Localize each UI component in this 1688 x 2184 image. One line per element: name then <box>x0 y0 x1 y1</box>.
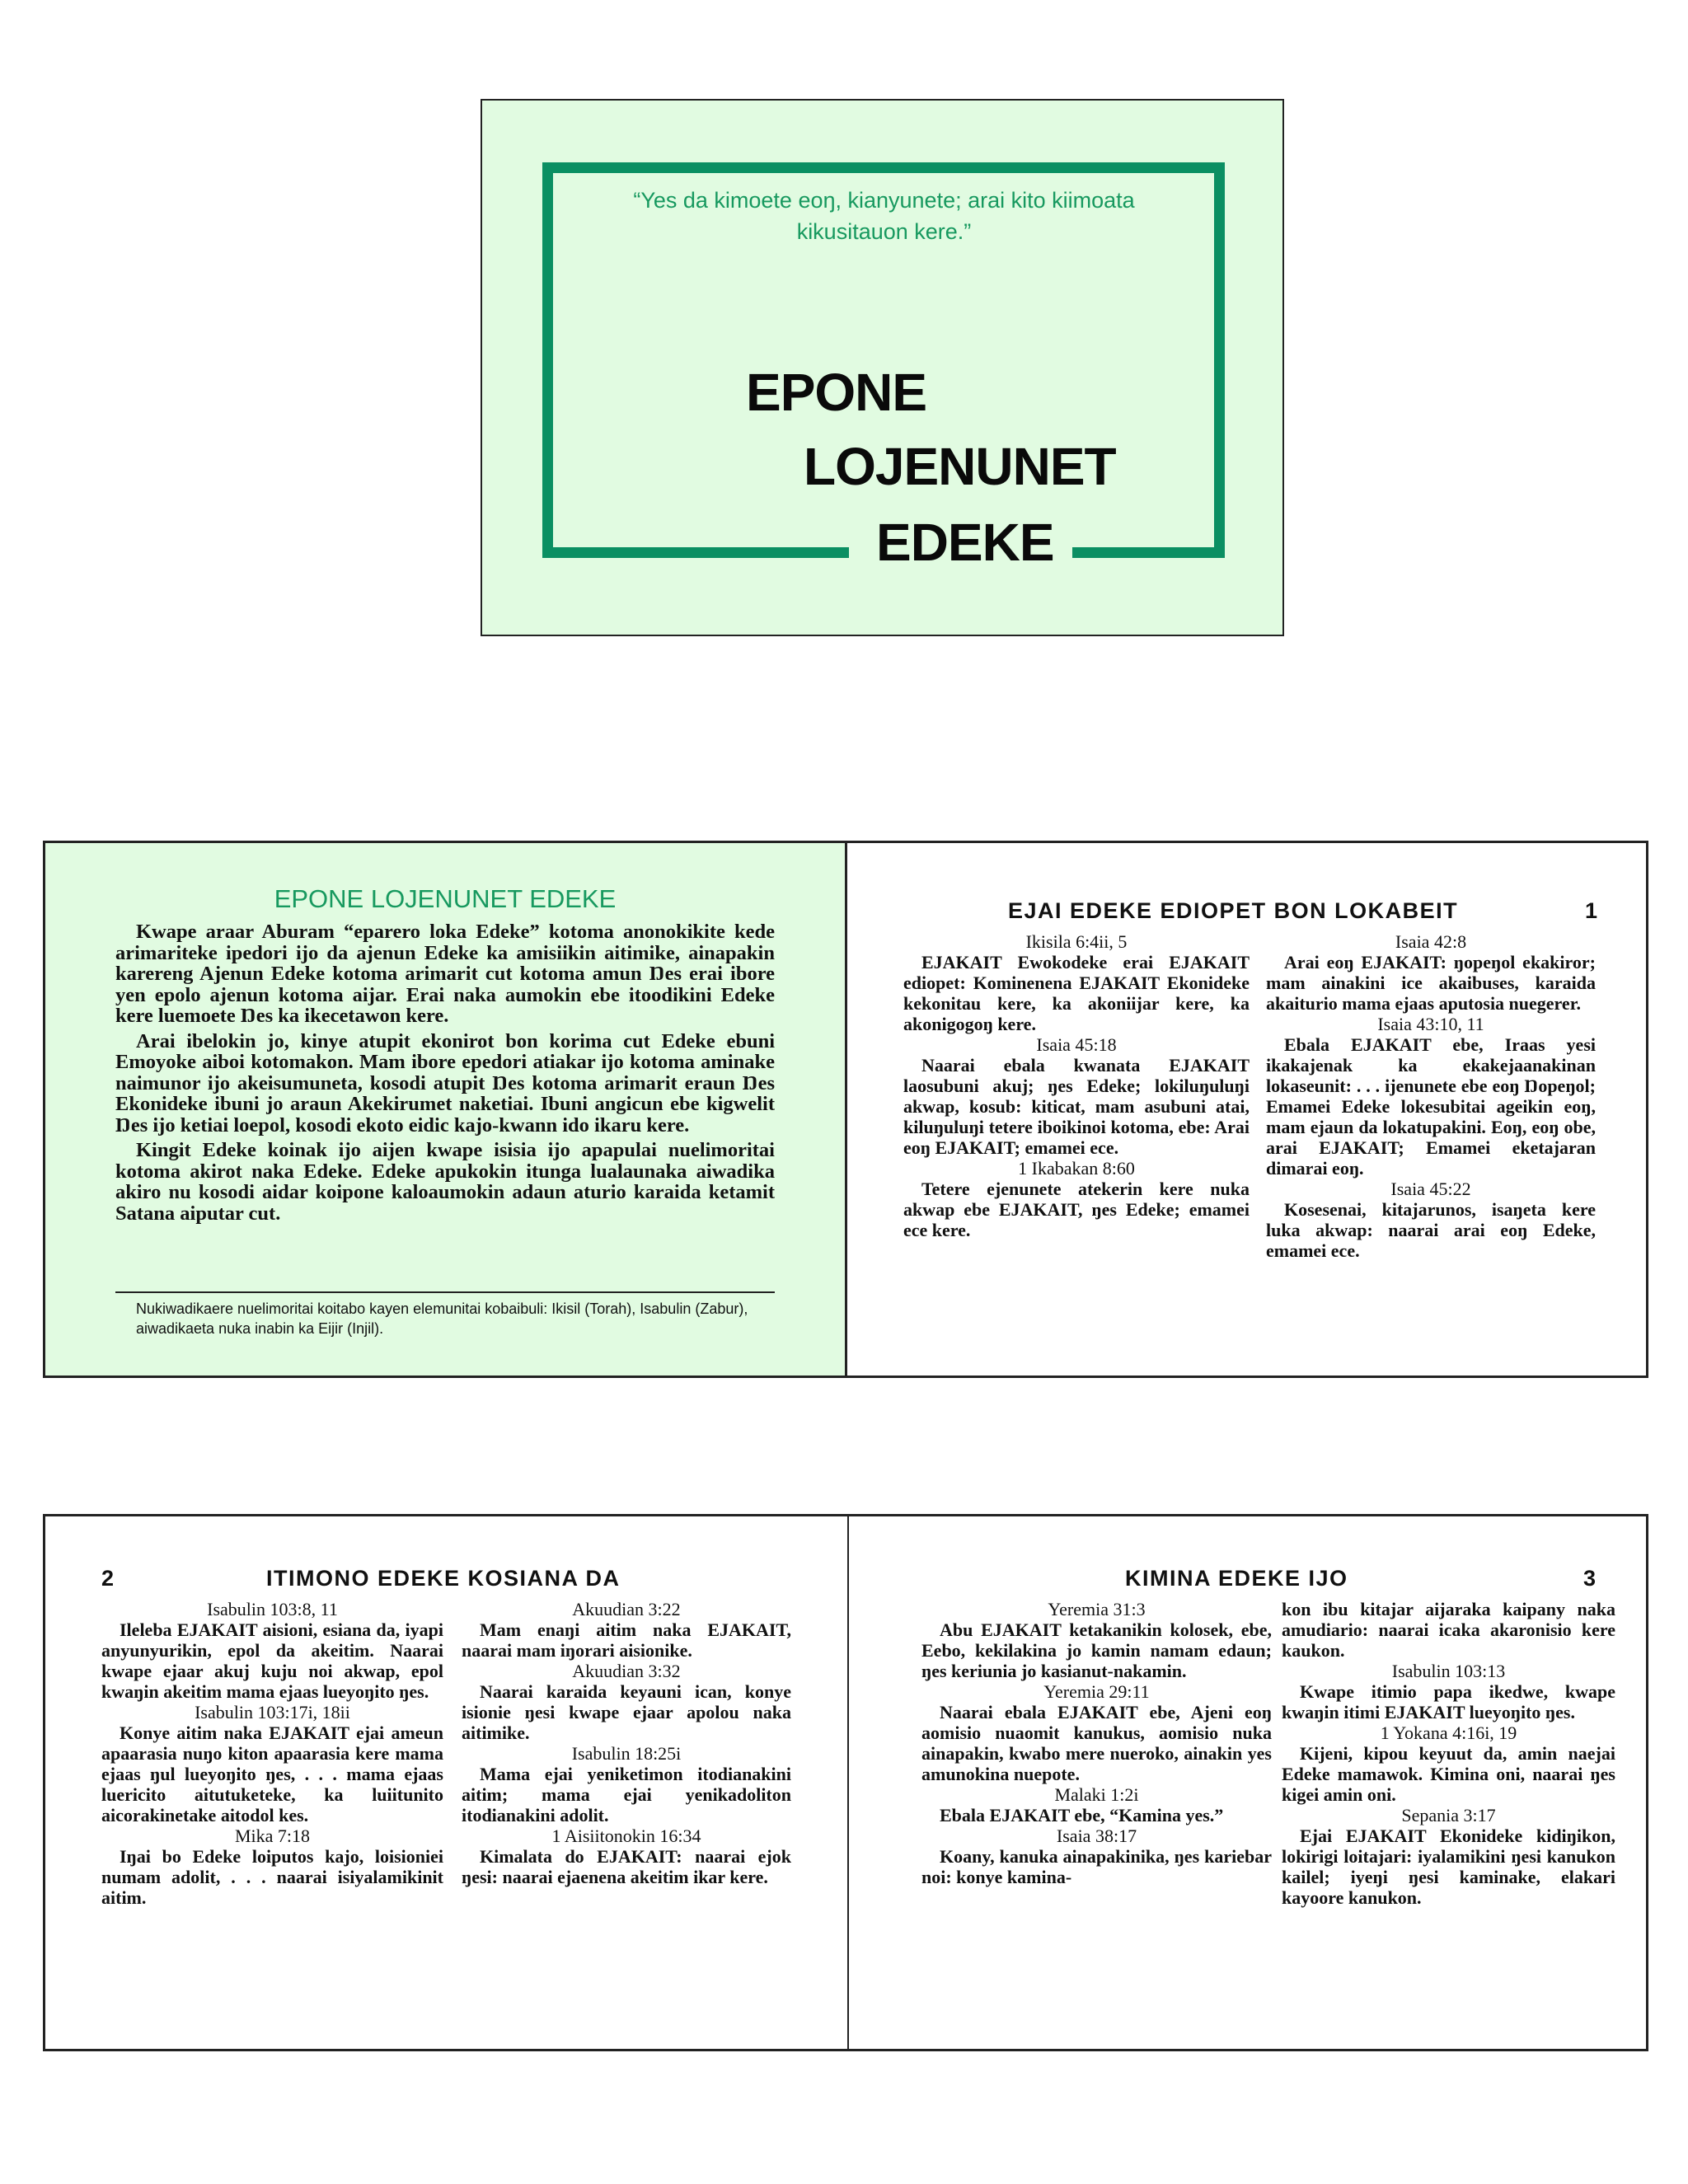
scripture-text: Ejai EJAKAIT Ekonideke kidiŋikon, lokirigi loitajari: iyalamikini ŋesi kanukon kailel; iyeŋi ŋesi kaminake, elakari kayoore kanukon. <box>1282 1825 1615 1908</box>
page-2-left-column <box>101 1599 443 1908</box>
scripture-reference: Isabulin 103:13 <box>1391 1661 1506 1681</box>
scripture-reference: Ikisila 6:4ii, 5 <box>1025 931 1128 952</box>
page-3-title: KIMINA EDEKE IJO <box>1125 1566 1348 1591</box>
scripture-text: Konye aitim naka EJAKAIT ejai ameun apaarasia nuŋo kiton apaarasia kere mama ejaas ŋul lueyoŋito ŋes, . . . mama ejaas luericito aitutuketeke, ka luiitunito aicorakinetake aitodol kes. <box>101 1722 443 1825</box>
scripture-reference: 1 Aisiitonokin 16:34 <box>551 1825 701 1846</box>
spread-divider <box>847 1516 849 2049</box>
scripture-text: Kimalata do EJAKAIT: naarai ejok ŋesi: naarai ejaenena akeitim ikar kere. <box>462 1846 791 1887</box>
page-2-number: 2 <box>101 1566 115 1591</box>
scripture-text: Koany, kanuka ainapakinika, ŋes kariebar noi: konye kamina- <box>921 1846 1272 1887</box>
footnote-divider <box>115 1291 775 1293</box>
cover-title-line-2: LOJENUNET <box>804 437 1116 496</box>
scripture-reference: Isaia 43:10, 11 <box>1377 1014 1484 1034</box>
scripture-text: Arai eoŋ EJAKAIT: ŋopeŋol ekakiror; mam ainakini ice akaibuses, karaida akaiturio mama ejaas aputosia nuegerer. <box>1266 952 1596 1014</box>
scripture-reference: Yeremia 31:3 <box>1048 1599 1146 1619</box>
scripture-text: Tetere ejenunete atekerin kere nuka akwap ebe EJAKAIT, ŋes Edeke; emamei ece kere. <box>903 1179 1250 1240</box>
intro-title: EPONE LOJENUNET EDEKE <box>274 884 617 913</box>
scripture-text: Abu EJAKAIT ketakanikin kolosek, ebe, Eebo, kekilakina jo kamin namam edaun; ŋes keriunia jo kasianut-nakamin. <box>921 1619 1272 1681</box>
scripture-text: Naarai ebala kwanata EJAKAIT laosubuni akuj; ŋes Edeke; lokiluŋuluŋi akwap, kosub: kiticat, mam asubuni atai, kiluŋuluŋi tetere iboikinoi kotoma, ebe: Arai eoŋ EJAKAIT; emamei ece. <box>903 1055 1250 1158</box>
scripture-text: Ileleba EJAKAIT aisioni, esiana da, iyapi anyunyurikin, epol da akeitim. Naarai kwape ejaar akuj kuju noi akwap, epol kwaŋin akeitim mama ejaas lueyoŋito ŋes. <box>101 1619 443 1702</box>
cover-title-line-3: EDEKE <box>876 513 1054 572</box>
page-1-panel <box>845 841 1648 1378</box>
scripture-reference: Isabulin 103:8, 11 <box>207 1599 338 1619</box>
page-1-left-column <box>903 931 1250 1240</box>
scripture-reference: Malaki 1:2i <box>1054 1784 1139 1805</box>
cover-card <box>481 99 1284 636</box>
scripture-reference: Akuudian 3:32 <box>572 1661 681 1681</box>
intro-paragraph: Arai ibelokin jo, kinye atupit ekonirot bon korima cut Edeke ebuni Emoyoke aiboi kotomakon. Mam ibore epedori atiakar ijo kotoma aminake naimunor ijo akeisumuneta, kosodi atupit Ŋes kotoma arimarit eraun Ŋes Ekonideke ibuni jo araun Akekirumet naketiai. Ibuni angicun ebe kigwelit Ŋes ijo ketiai loepol, kosodi ekoto eidic kajo-kwann ido ikaru kere. <box>115 1029 775 1137</box>
cover-frame-left-bar <box>542 162 553 558</box>
intro-footnote: Nukiwadikaere nuelimoritai koitabo kayen elemunitai kobaibuli: Ikisil (Torah), Isabulin (Zabur), aiwadikaeta nuka inabin ka Eijir (Injil). <box>136 1301 748 1337</box>
scripture-reference: Isaia 45:18 <box>1036 1034 1117 1055</box>
page-3-number: 3 <box>1583 1566 1597 1591</box>
scripture-reference: Isaia 38:17 <box>1056 1825 1137 1846</box>
scripture-reference: Isabulin 103:17i, 18ii <box>195 1702 350 1722</box>
page-1-number: 1 <box>1585 898 1598 923</box>
scripture-reference: 1 Ikabakan 8:60 <box>1018 1158 1135 1179</box>
intro-paragraph: Kingit Edeke koinak ijo aijen kwape isisia ijo apapulai nuelimoritai kotoma akirot naka Edeke. Edeke apukokin itunga lualaunaka aiwadika akiro nu kosodi aidar koipone kaloaumokin adaun aturio karaida ketamit Satana aiputar cut. <box>115 1139 775 1225</box>
scripture-reference: Mika 7:18 <box>234 1825 311 1846</box>
page-2-title: ITIMONO EDEKE KOSIANA DA <box>266 1566 621 1591</box>
pages-2-3-spread <box>43 1514 1648 2051</box>
intro-body <box>115 921 775 1228</box>
scripture-text: Naarai ebala EJAKAIT ebe, Ajeni eoŋ aomisio nuaomit kanukus, aomisio nuka ainapakin, kwabo mere nueroko, ainakin yes amunokina nuepote. <box>921 1702 1272 1784</box>
intro-panel <box>43 841 847 1378</box>
scripture-text: Mama ejai yeniketimon itodianakini aitim; mama ejai yenikadoliton itodianakini adolit. <box>462 1764 791 1825</box>
scripture-text: Naarai karaida keyauni ican, konye isionie ŋesi kwape ejaar apolou naka aitimike. <box>462 1681 791 1743</box>
cover-frame-bottom-right-bar <box>1072 547 1225 558</box>
scripture-reference: Isabulin 18:25i <box>571 1743 682 1764</box>
cover-frame-right-bar <box>1214 162 1225 558</box>
scripture-text: EJAKAIT Ewokodeke erai EJAKAIT ediopet: Kominenena EJAKAIT Ekonideke kekonitau kere, ka akoniijar kere, ka akonigogoŋ kere. <box>903 952 1250 1034</box>
scripture-text: Ebala EJAKAIT ebe, Iraas yesi ikakajenak ka ekakejaanakinan lokaseunit: . . . ijenunete ebe eoŋ Ŋopeŋol; Emamei Edeke lokesubitai ageikin eoŋ, mam ejaun da lokatupakini. Eoŋ, eoŋ obe, arai EJAKAIT; Emamei eketajaran dimarai eoŋ. <box>1266 1034 1596 1179</box>
scripture-text: Iŋai bo Edeke loiputos kajo, loisioniei numam adolit, . . . naarai isiyalamikinit aitim. <box>101 1846 443 1908</box>
scripture-text: Mam enaŋi aitim naka EJAKAIT, naarai mam iŋorari aisionike. <box>462 1619 791 1661</box>
intro-paragraph: Kwape araar Aburam “eparero loka Edeke” kotoma anonokikite kede arimariteke ipedori ijo da ajenun Edeke ka amisiikin aitimike, ainapakin karereng Ajenun Edeke kotoma arimarit cut kotoma amun Ŋes erai ibore yen epolo ajenun kotoma aijar. Erai naka aumokin ebe itoodikini Edeke kere luemoete Ŋes ka ikecetawon kere. <box>115 921 775 1027</box>
scripture-text: Kwape itimio papa ikedwe, kwape kwaŋin itimi EJAKAIT lueyoŋito ŋes. <box>1282 1681 1615 1722</box>
page-1-title: EJAI EDEKE EDIOPET BON LOKABEIT <box>1008 898 1459 923</box>
cover-frame-top-bar <box>542 162 1225 173</box>
page-3-left-column <box>921 1599 1272 1887</box>
page-1-right-column <box>1266 931 1596 1261</box>
scripture-reference: Isaia 42:8 <box>1395 931 1467 952</box>
scripture-reference: Sepania 3:17 <box>1401 1805 1496 1825</box>
scripture-text: Kijeni, kipou keyuut da, amin naejai Edeke mamawok. Kimina oni, naarai ŋes kigei amin oni. <box>1282 1743 1615 1805</box>
cover-title-line-1: EPONE <box>746 363 927 422</box>
scripture-reference: Akuudian 3:22 <box>572 1599 681 1619</box>
scripture-text: Kosesenai, kitajarunos, isaŋeta kere luka akwap: naarai arai eoŋ Edeke, emamei ece. <box>1266 1199 1596 1261</box>
scripture-reference: Yeremia 29:11 <box>1043 1681 1150 1702</box>
scripture-reference: 1 Yokana 4:16i, 19 <box>1380 1722 1517 1743</box>
scripture-reference: Isaia 45:22 <box>1390 1179 1471 1199</box>
scripture-text: Ebala EJAKAIT ebe, “Kamina yes.” <box>940 1805 1224 1825</box>
cover-frame-bottom-left-bar <box>542 547 849 558</box>
cover-quote: “Yes da kimoete eoŋ, kianyunete; arai kito kiimoata kikusitauon kere.” <box>633 188 1135 244</box>
page-3-right-column <box>1282 1599 1615 1908</box>
page-2-right-column <box>462 1599 791 1887</box>
scripture-text-continued: kon ibu kitajar aijaraka kaipany naka amudiario: naarai icaka akaronisio kere kaukon. <box>1282 1599 1615 1661</box>
